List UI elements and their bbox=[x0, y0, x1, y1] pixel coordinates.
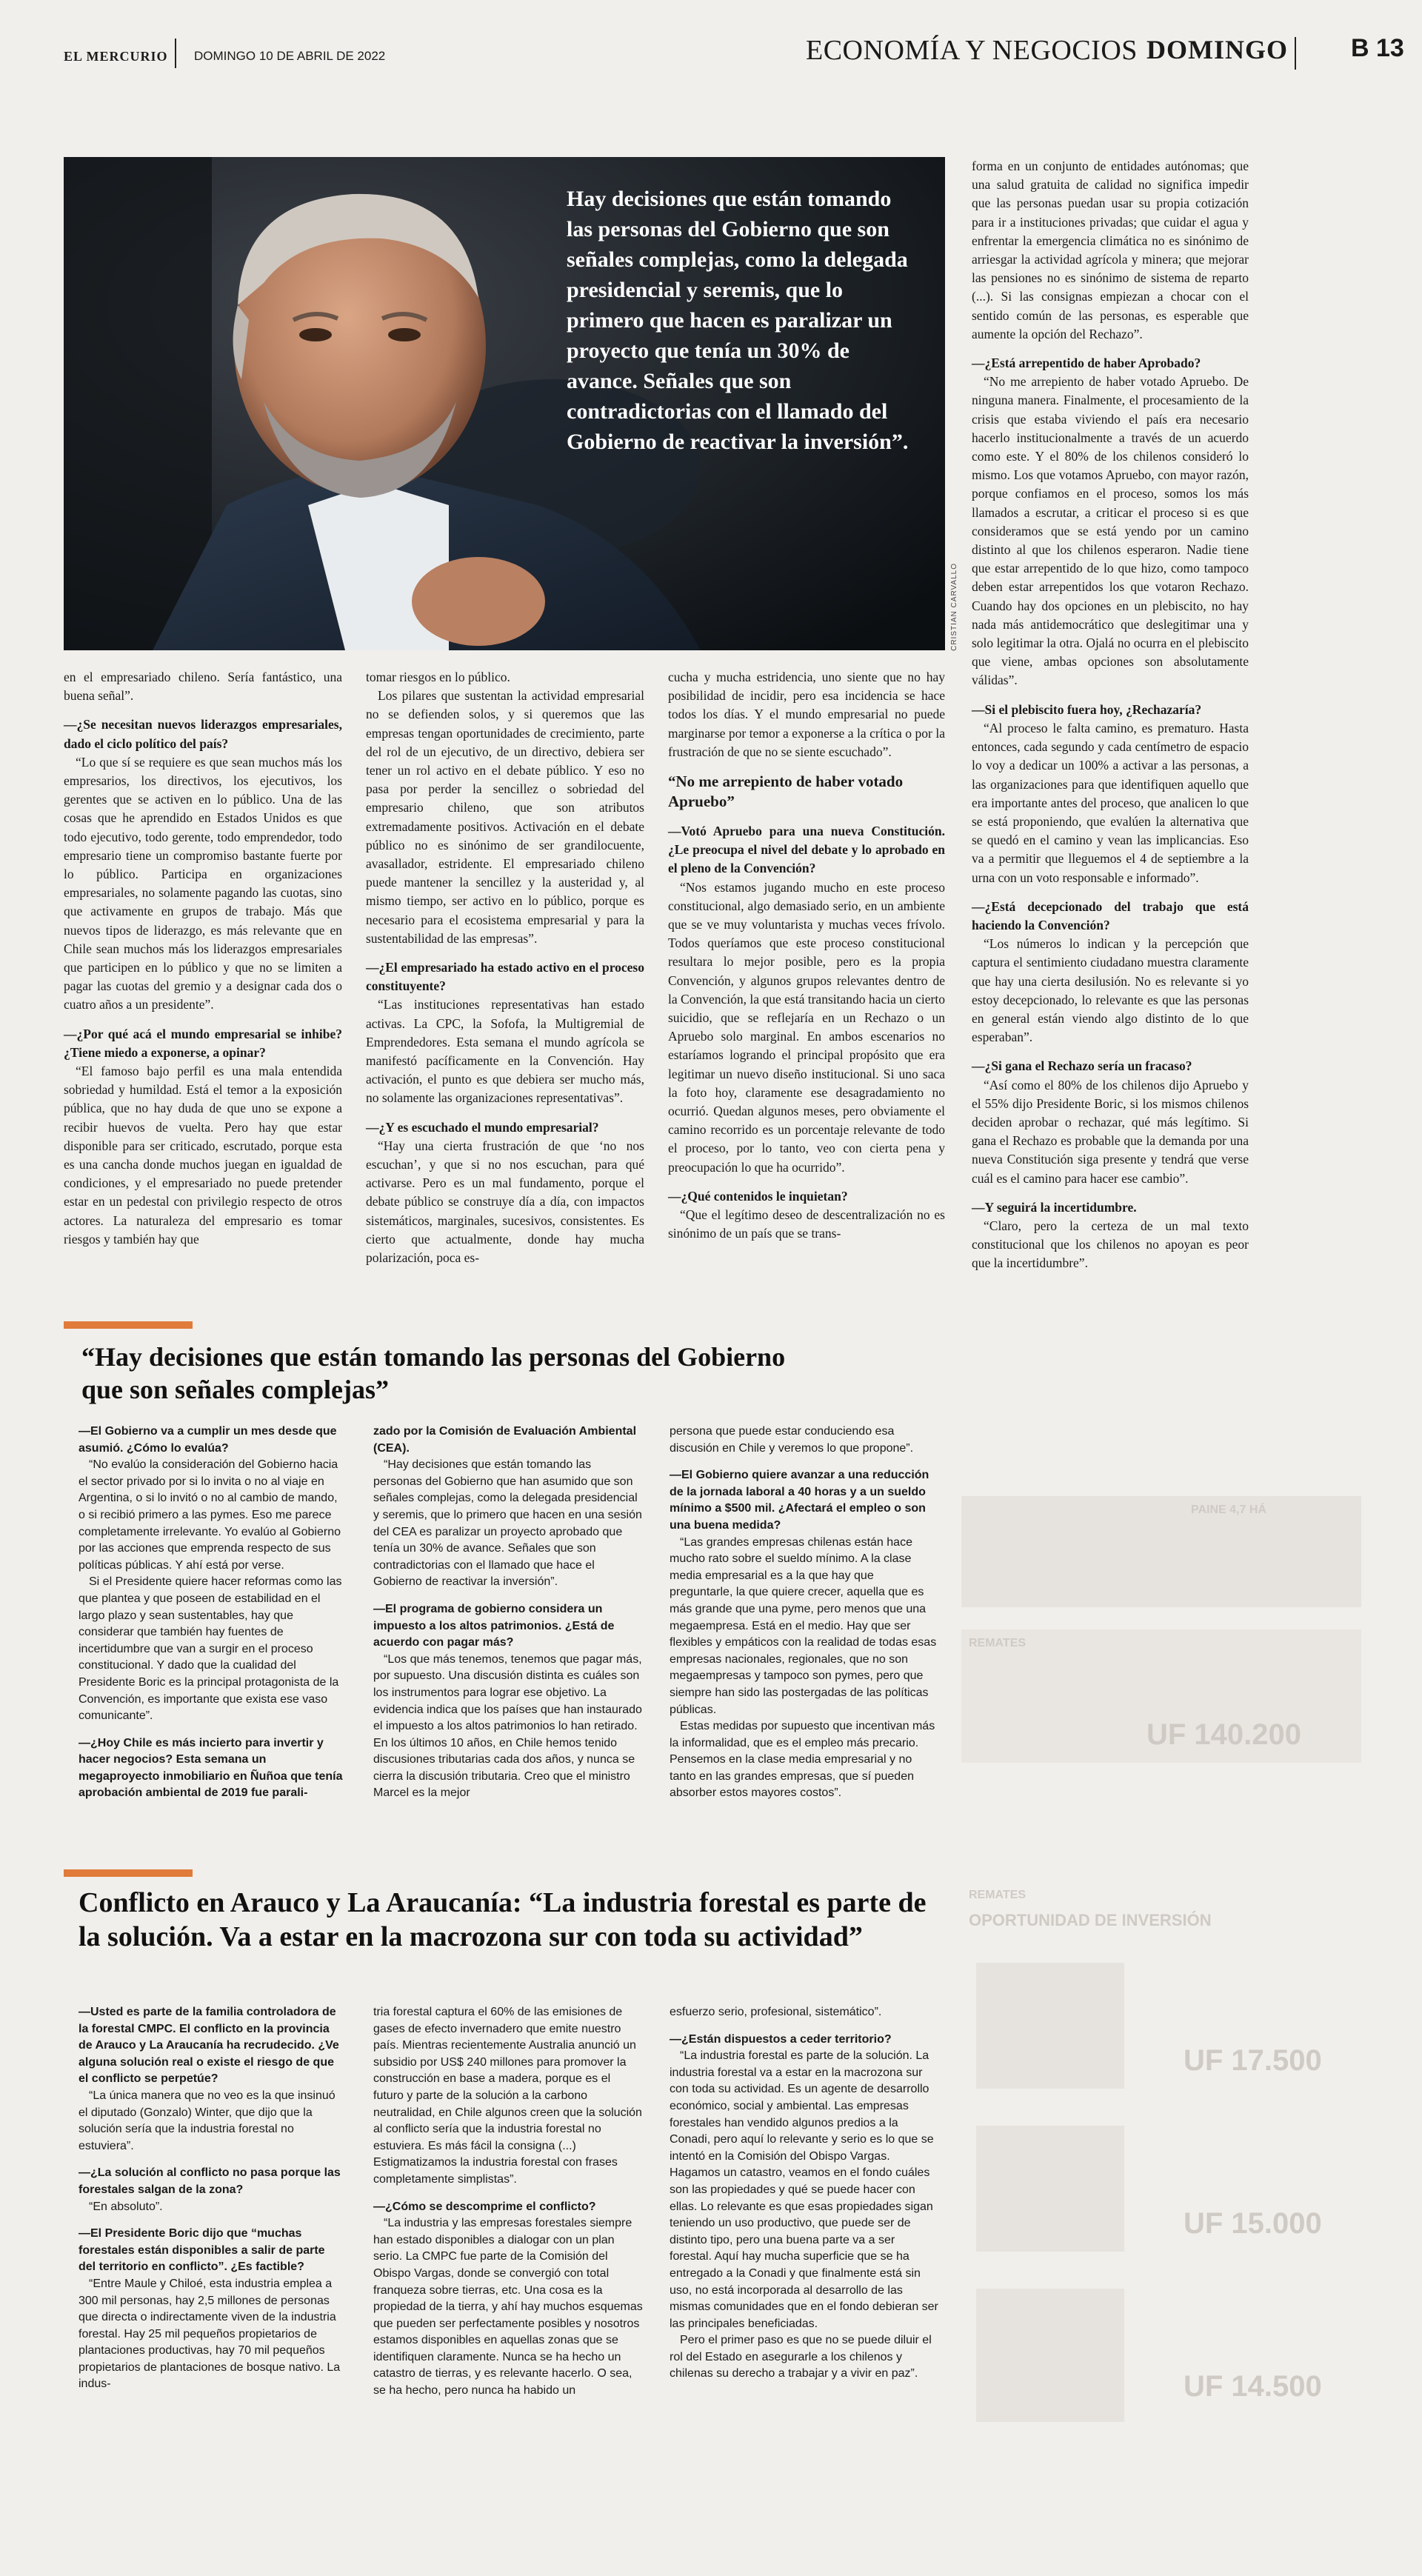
paragraph: “La industria forestal es parte de la solución. La industria forestal va a estar en la macrozona sur con toda su actividad. Es un agente de desarrollo económico, social y ambiental. Las empresas forestales han vendido algunos predios a la Conadi, pero aquí lo relevante y serio es lo que se intentó en la Comisión del Obispo Vargas. Hagamos un catastro, veamos en el fondo cuáles son las propiedades y qué se puede hacer con ellas. Lo relevante es que esas propiedades sigan teniendo un uso productivo, que puede ser de distinto tipo, pero una buena parte va a ser forestal. Aquí hay mucha superficie que se ha entregado a la Conadi y que finalmente está sin uso, no está incorporada al desarrollo de las mismas comunidades que en el fondo debieran ser las principales beneficiadas. bbox=[670, 2049, 938, 2330]
paragraph: Estas medidas por supuesto que incentivan más la informalidad, que es el empleo más precario. Pensemos en la clase media empresarial y no tanto en las grandes empresas, que sí pueden absorber estos mayores costos”. bbox=[670, 1720, 935, 1800]
interview-column-4 bbox=[972, 157, 1249, 1273]
article2-column-1 bbox=[79, 1424, 345, 1802]
paragraph: “Nos estamos jugando mucho en este proceso constitucional, algo demasiado serio, en un ambiente que se ve muy voluntarista y muchas veces frívolo. Todos queríamos que este proceso constitucional resultara lo mejor posible, pero es la propia Convención, y algunos grupos relevantes dentro de la Convención, la que está transitando hacia un cierto suicidio, que se reflejaría en un Rechazo o un Apruebo solo marginal. En ambos escenarios no estaríamos logrando el principal propósito que era legitimar un nuevo diseño institucional. Si uno saca la foto hoy, claramente ese desagradamiento no ocurrió. Quedan algunos meses, pero obviamente el camino recorrido es un porcentaje relevante de todo el proceso, por lo tanto, veo con cierta pena y preocupación lo que ha ocurrido”. bbox=[668, 879, 945, 1175]
interview-question: —¿Está decepcionado del trabajo que está haciendo la Convención? bbox=[972, 898, 1249, 932]
interview-question: —¿Está arrepentido de haber Aprobado? bbox=[972, 356, 1201, 371]
interview-question: —¿Qué contenidos le inquietan? bbox=[668, 1188, 848, 1204]
ad-label-2: REMATES bbox=[969, 1637, 1027, 1649]
ad-label-3: REMATES bbox=[969, 1889, 1027, 1901]
interview-question: —¿Hoy Chile es más incierto para invertir y hacer negocios? Esta semana un megaproyecto inmobiliario en Ñuñoa que tenía aprobación ambiental de 2019 fue parali- bbox=[79, 1736, 343, 1800]
paragraph: forma en un conjunto de entidades autónomas; que una salud gratuita de calidad no significa impedir que las personas puedan usar su propia cotización para ir a instituciones privadas; que cuidar el agua y enfrentar la emergencia climática no es sinónimo de arriesgar la actividad agrícola y minera; que mejorar las pensiones no es sinónimo de sistema de reparto (...). Si las consignas empiezan a chocar con el sentido común de las personas, es esperable que aumente la opción del Rechazo”. bbox=[972, 159, 1249, 341]
day-label: DOMINGO bbox=[1146, 35, 1288, 64]
subheading: “No me arrepiento de haber votado Apruebo” bbox=[668, 773, 904, 811]
paragraph: “Hay una cierta frustración de que ‘no nos escuchan’, y que si no nos escuchan, para qué activarse. Pero es un mal fundamento, porque el debate público se construye día a día, con impactos sistemáticos, marginales, sucesivos, consistentes. Es cierto que actualmente, donde hay mucha polarización, poca es- bbox=[366, 1138, 644, 1266]
article-headline: “Hay decisiones que están tomando las personas del Gobierno que son señales complejas” bbox=[81, 1342, 786, 1404]
paragraph: “Las instituciones representativas han estado activas. La CPC, la Sofofa, la Multigremial de Emprendedores. Esta semana el mundo agrícola se manifestó pacíficamente en la Convención. Hay activación, el punto es que debiera ser mucho más, no solamente las organizaciones representativas”. bbox=[366, 997, 644, 1106]
article3-column-1 bbox=[79, 2004, 345, 2393]
interview-column-2 bbox=[366, 668, 644, 1267]
paragraph: persona que puede estar conduciendo esa discusión en Chile y veremos lo que propone”. bbox=[670, 1425, 914, 1455]
paragraph: “En absoluto”. bbox=[89, 2200, 163, 2213]
paragraph: esfuerzo serio, profesional, sistemático”. bbox=[670, 2006, 882, 2018]
section-accent-bar bbox=[64, 1321, 193, 1329]
section-title: ECONOMÍA Y NEGOCIOS bbox=[806, 35, 1138, 66]
pull-quote: Hay decisiones que están tomando las personas del Gobierno que son señales complejas, como la delegada presidencial y seremis, que lo primero que hacen es paralizar un proyecto que tenía un 30% de avance. Señales que son contradictorias con el llamado del Gobierno de reactivar la inversión”. bbox=[567, 187, 909, 454]
interview-question: —Votó Apruebo para una nueva Constitución. ¿Le preocupa el nivel del debate y lo aprobado en el pleno de la Convención? bbox=[668, 824, 945, 876]
paragraph: “El famoso bajo perfil es una mala entendida sobriedad y humildad. Está el temor a la exposición pública, que no hay duda de que uno se expone a recibir huevos de vuelta. Pero hay que estar disponible para ser criticado, escrutado, porque esta es una cancha donde muchos juegan en igualdad de condiciones, y el empresariado no puede pretender estar en un pedestal con privilegio respecto de otros actores. La naturaleza del empresario es tomar riesgos y también hay que bbox=[64, 1064, 342, 1247]
article-headline-2: Conflicto en Arauco y La Araucanía: “La industria forestal es parte de la solución. Va a estar en la macrozona sur con toda su actividad” bbox=[79, 1887, 927, 1952]
page-number: B 13 bbox=[1351, 34, 1404, 62]
classified-ads-column bbox=[961, 1452, 1361, 2503]
paragraph: “Que el legítimo deseo de descentralización no es sinónimo de un país que se trans- bbox=[668, 1207, 945, 1241]
interview-question: —¿La solución al conflicto no pasa porque las forestales salgan de la zona? bbox=[79, 2166, 341, 2196]
section-accent-bar-2 bbox=[64, 1869, 193, 1877]
paragraph: “Así como el 80% de los chilenos dijo Apruebo y el 55% dijo Presidente Boric, si los mismos chilenos deciden aprobar o rechazar, qué más legítimo. Si gana el Rechazo es probable que la demanda por una nueva Constitución siga presente y tendrá que verse cuál es el camino para hacer ese cambio”. bbox=[972, 1077, 1249, 1186]
paragraph: “Lo que sí se requiere es que sean muchos más los empresarios, los directivos, los ejecutivos, los gerentes que se activen en lo público. Una de las cosas que he aprendido en Estados Unidos es que todo ejecutivo, todo gerente, todo emprendedor, todo empresario tiene un compromiso bastante fuerte por lo público. Participa en organizaciones empresariales, no solamente pagando las cuotas, sino que activamente en grupos de trabajo. Más que nuevos tipos de liderazgo, es más relevante que en Chile sean muchos más los liderazgos empresariales que participen en lo público y que no se limiten a pagar las cuotas del gremio y a designar cada dos o cuatro años a un presidente”. bbox=[64, 754, 342, 1012]
paragraph: en el empresariado chileno. Sería fantástico, una buena señal”. bbox=[64, 670, 342, 704]
interview-question: —¿Se necesitan nuevos liderazgos empresariales, dado el ciclo político del país? bbox=[64, 717, 342, 751]
interview-question: —¿Y es escuchado el mundo empresarial? bbox=[366, 1119, 599, 1135]
interview-question: —El Presidente Boric dijo que “muchas forestales están disponibles a salir de parte del territorio en conflicto”. ¿Es factible? bbox=[79, 2227, 325, 2274]
paragraph: “Los números lo indican y la percepción que captura el sentimiento ciudadano muestra claramente que hay una cierta desilusión. No es relevante si yo estoy decepcionado, lo relevante es que las personas en general están viendo algo distinto de lo que esperaban”. bbox=[972, 936, 1249, 1045]
photo-credit: CRISTIAN CARVALLO bbox=[950, 563, 958, 651]
article2-column-3 bbox=[670, 1424, 939, 1802]
paragraph: tria forestal captura el 60% de las emisiones de gases de efecto invernadero que emite nuestro país. Mientras recientemente Australia anunció un subsidio por US$ 240 millones para promover la construcción en base a madera, porque es el futuro y parte de la solución a la carbono neutralidad, en Chile algunos creen que la solución al conflicto sería que la industria forestal no estuviera. Es más fácil la consigna (...) Estigmatizamos la industria forestal con frases completamente simplistas”. bbox=[373, 2006, 642, 2186]
interview-question: —¿Cómo se descomprime el conflicto? bbox=[373, 2200, 596, 2213]
ad-price-4: UF 14.500 bbox=[1184, 2370, 1322, 2403]
ad-image-3 bbox=[976, 2289, 1124, 2422]
paragraph: “La única manera que no veo es la que insinuó el diputado (Gonzalo) Winter, que dijo que la solución sería que la industria forestal no estuviera”. bbox=[79, 2089, 336, 2152]
header-divider bbox=[175, 39, 176, 68]
paragraph: “Entre Maule y Chiloé, esta industria emplea a 300 mil personas, hay 2,5 millones de personas que directa o indirectamente viven de la industria forestal. Hay 25 mil pequeños propietarios de plantaciones productivas, hay 70 mil pequeños propietarios de plantaciones de bosque nativo. La indus- bbox=[79, 2277, 341, 2391]
interview-question: —¿Por qué acá el mundo empresarial se inhibe? ¿Tiene miedo a exponerse, a opinar? bbox=[64, 1026, 342, 1060]
paragraph: tomar riesgos en lo público. bbox=[366, 670, 510, 684]
ad-price: UF 140.200 bbox=[1146, 1718, 1302, 1751]
ad-image bbox=[976, 1963, 1124, 2089]
paragraph: “Al proceso le falta camino, es prematuro. Hasta entonces, cada segundo y cada centímetro de espacio lo voy a dedicar un 100% a activar a las personas, a las organizaciones para que identifiquen aquello que era importante antes del proceso, que analicen lo que se está proponiendo, que evalúen la alternativa que se quedó en el camino y vean las implicancias. Eso va a permitir que lleguemos el 4 de septiembre a la urna con un voto responsable e informado”. bbox=[972, 720, 1249, 885]
interview-question: zado por la Comisión de Evaluación Ambiental (CEA). bbox=[373, 1425, 637, 1455]
article3-column-3 bbox=[670, 2004, 939, 2383]
header-divider-2 bbox=[1295, 37, 1296, 70]
edition-date: DOMINGO 10 DE ABRIL DE 2022 bbox=[194, 49, 386, 63]
ad-image-2 bbox=[976, 2126, 1124, 2252]
interview-question: —¿El empresariado ha estado activo en el proceso constituyente? bbox=[366, 960, 644, 994]
paragraph: “Hay decisiones que están tomando las personas del Gobierno que han asumido que son señales complejas, como la delegada presidencial y seremis, que lo primero que hacen en una sesión del CEA es paralizar un proyecto aprobado que tenía un 30% de avance. Señales que son contradictorias con el llamado que hace el Gobierno de reactivar la inversión”. bbox=[373, 1458, 642, 1589]
paragraph: Pero el primer paso es que no se puede diluir el rol del Estado en asegurarle a los chilenos y chilenas su derecho a trabajar y a vivir en paz”. bbox=[670, 2334, 932, 2380]
interview-question: —Usted es parte de la familia controladora de la forestal CMPC. El conflicto en la provincia de Arauco y La Araucanía ha recrudecido. ¿Ve alguna solución real o existe el riesgo de que el conflicto se perpetúe? bbox=[79, 2006, 339, 2086]
article3-column-2 bbox=[373, 2004, 643, 2400]
paragraph: “No evalúo la consideración del Gobierno hacia el sector privado por si lo invita o no al viaje en Argentina, o si lo invitó o no al cambio de mando, o si recibió primero a las pymes. Eso me parece completamente irrelevante. Yo evalúo al Gobierno por las acciones que emprenda respecto de sus políticas públicas. Y ahí está por verse. bbox=[79, 1458, 341, 1572]
interview-question: —Y seguirá la incertidumbre. bbox=[972, 1199, 1137, 1215]
interview-question: —¿Están dispuestos a ceder territorio? bbox=[670, 2032, 892, 2046]
paragraph: cucha y mucha estridencia, uno siente que no hay posibilidad de incidir, pero esa incidencia se hace todos los días. Y el mundo empresarial no puede marginarse por temor a exponerse a la crítica o por la frustración de que no se siente escuchado”. bbox=[668, 670, 945, 759]
paragraph: “No me arrepiento de haber votado Apruebo. De ninguna manera. Finalmente, el procesamiento de la crisis que estaba viviendo el país era necesario hacerlo institucionalmente a través de un acuerdo como este. Y el 80% de los chilenos consideró lo mismo. Los que votamos Apruebo, con mayor razón, porque confiamos en el proceso, somos los más llamados a escrutar, a criticar el proceso si es que consideramos que se está yendo por un camino distinto al que los chilenos esperaron. Nadie tiene que estar arrepentido de lo que hizo, como tampoco deben estar arrepentidos los que votaron Rechazo. Cuando hay dos opciones en un plebiscito, no hay nada más antidemocrático que deslegitimar una y solo legitimar la otra. Ojalá no ocurra en el plebiscito que viene, ambas opciones son absolutamente válidas”. bbox=[972, 374, 1249, 688]
paragraph: “La industria y las empresas forestales siempre han estado disponibles a dialogar con un plan serio. La CMPC fue parte de la Comisión del Obispo Vargas, donde se convergió con total franqueza sobre tierras, etc. Una cosa es la propiedad de la tierra, y ahí hay muchos esquemas que pueden ser perfectamente posibles y nosotros estamos disponibles en aquellas zonas que se identifiquen claramente. Nunca se ha hecho un catastro de tierras, y es relevante hacerlo. O sea, se ha hecho, pero nunca ha habido un bbox=[373, 2217, 643, 2398]
ad-title: OPORTUNIDAD DE INVERSIÓN bbox=[969, 1911, 1212, 1929]
newspaper-logo: EL MERCURIO bbox=[64, 49, 168, 64]
article2-column-2 bbox=[373, 1424, 643, 1802]
interview-column-1 bbox=[64, 668, 342, 1249]
interview-question: —¿Si gana el Rechazo sería un fracaso? bbox=[972, 1058, 1192, 1074]
interview-question: —El programa de gobierno considera un impuesto a los altos patrimonios. ¿Está de acuerdo con pagar más? bbox=[373, 1602, 615, 1649]
paragraph: “Los que más tenemos, tenemos que pagar más, por supuesto. Una discusión distinta es cuáles son los instrumentos para lograr ese objetivo. La evidencia indica que los países que han instaurado el impuesto a los altos patrimonios lo han retirado. En los últimos 10 años, en Chile hemos tenido discusiones tributarias cada dos años, y nunca se cierra la discusión tributaria. Creo que el ministro Marcel es la mejor bbox=[373, 1652, 642, 1800]
interview-column-3 bbox=[668, 668, 945, 1243]
ad-price-3: UF 15.000 bbox=[1184, 2207, 1322, 2240]
ad-label: PAINE 4,7 HÁ bbox=[1191, 1504, 1266, 1516]
paragraph: Los pilares que sustentan la actividad empresarial no se defienden solos, y si queremos que las empresas tengan oportunidades de crecimiento, parte del rol de un ejecutivo, de un directivo, debiera ser tener un rol activo en el debate público. Y eso no pasa por perder la sencillez o sobriedad del empresario chileno, que son atributos extremadamente positivos. Activación en el debate público no es sinónimo de ser grandilocuente, avasallador, estridente. El empresariado chileno puede mantener la sencillez y la austeridad y, al mismo tiempo, ser activo en lo público, porque es necesario para el ecosistema empresarial y para la sustentabilidad de las empresas”. bbox=[366, 688, 644, 946]
ad-panel bbox=[961, 1496, 1361, 1607]
interview-question: —El Gobierno va a cumplir un mes desde que asumió. ¿Cómo lo evalúa? bbox=[79, 1425, 337, 1455]
paragraph: “Claro, pero la certeza de un mal texto constitucional que los chilenos no apoyan es peor que la incertidumbre”. bbox=[972, 1218, 1249, 1271]
paragraph: “Las grandes empresas chilenas están hace mucho rato sobre el sueldo mínimo. A la clase media empresarial es a la que hay que preguntarle, la que quiere crecer, aquella que es más grande que una pyme, pero menos que una megaempresa. Está en el medio. Hay que ser flexibles y empáticos con la realidad de todas esas empresas nacionales, regionales, que no son megaempresas y tampoco son pymes, pero que siempre han sido las postergadas de las políticas públicas. bbox=[670, 1535, 937, 1716]
interview-question: —El Gobierno quiere avanzar a una reducción de la jornada laboral a 40 horas y a un sueldo mínimo a $500 mil. ¿Afectará el empleo o son una buena medida? bbox=[670, 1469, 929, 1532]
paragraph: Si el Presidente quiere hacer reformas como las que plantea y que poseen de estabilidad en el largo plazo y sean sustentables, hay que considerar que también hay fuentes de incertidumbre que van a surgir en el proceso constitucional. Y dado que la cualidad del Presidente Boric es la principal protagonista de la Convención, es importante que exista ese vaso comunicante”. bbox=[79, 1575, 342, 1723]
ad-price-2: UF 17.500 bbox=[1184, 2044, 1322, 2077]
interview-question: —Si el plebiscito fuera hoy, ¿Rechazaría? bbox=[972, 701, 1202, 717]
